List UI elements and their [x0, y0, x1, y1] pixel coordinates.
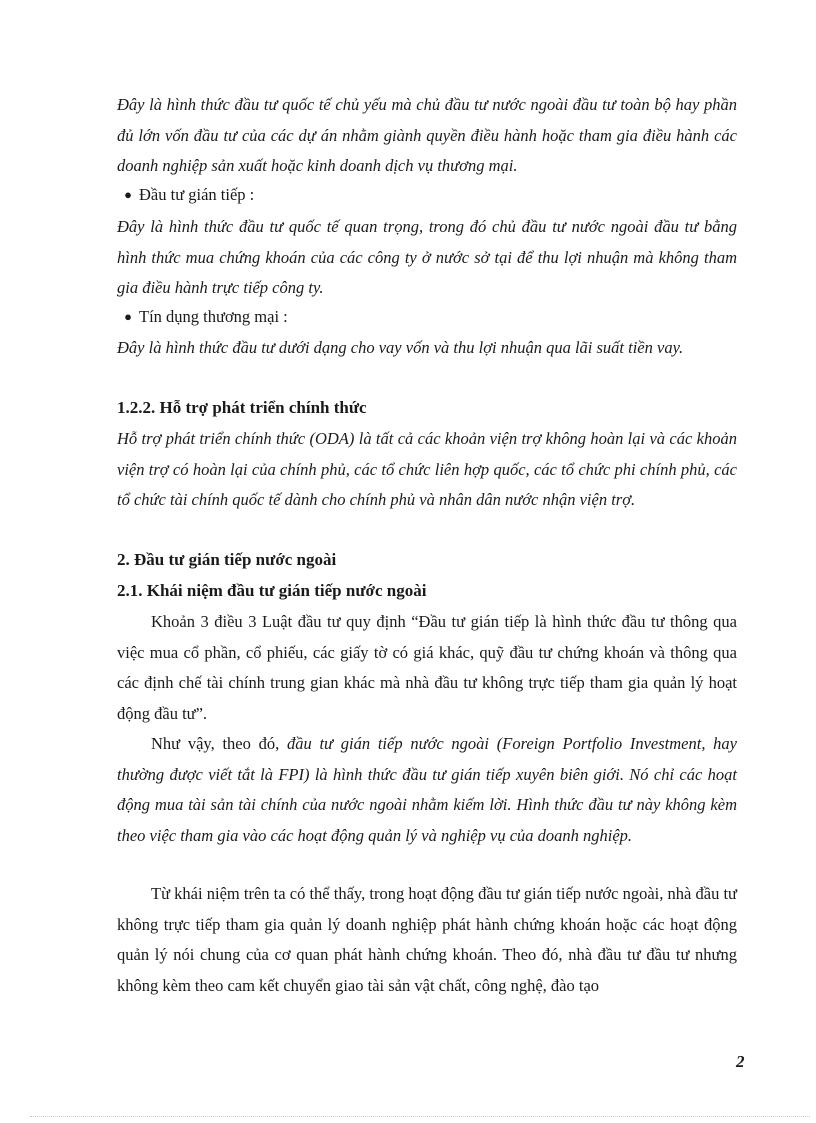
fpi-italic-text: đầu tư gián tiếp nước ngoài (Foreign Portfolio Investment, hay thường được viết tắt là FPI) là hình thức đầu tư gián tiếp xuyên biên giới. Nó chỉ các hoạt động mua tài sản tài chính của nước ngoài nhằm kiếm lời. Hình thức đầu tư này không kèm theo việc tham gia vào các hoạt động quản lý và nghiệp vụ của doanh nghiệp.	[117, 734, 737, 845]
commercial-credit-paragraph: Đây là hình thức đầu tư dưới dạng cho vay vốn và thu lợi nhuận qua lãi suất tiền vay.	[117, 338, 684, 357]
bullet-icon: ●	[124, 309, 132, 324]
law-definition-paragraph: Khoản 3 điều 3 Luật đầu tư quy định “Đầu tư gián tiếp là hình thức đầu tư thông qua việc mua cổ phần, cổ phiếu, các giấy tờ có giá khác, quỹ đầu tư chứng khoán và thông qua các định chế tài chính trung gian khác mà nhà đầu tư không trực tiếp tham gia quản lý hoạt động đầu tư”.	[117, 612, 737, 723]
indirect-investment-paragraph: Đây là hình thức đầu tư quốc tế quan trọng, trong đó chủ đầu tư nước ngoài đầu tư bằng hình thức mua chứng khoán của các công ty ở nước sở tại để thu lợi nhuận mà không tham gia điều hành trực tiếp công ty.	[117, 217, 737, 297]
bullet-icon: ●	[124, 187, 132, 202]
section-heading-oda: 1.2.2. Hỗ trợ phát triển chính thức	[117, 398, 367, 417]
fpi-lead-text: Như vậy, theo đó,	[151, 734, 287, 753]
bullet-label: Đầu tư gián tiếp :	[139, 185, 255, 204]
fpi-definition-paragraph	[117, 729, 737, 851]
conclusion-paragraph: Từ khái niệm trên ta có thể thấy, trong hoạt động đầu tư gián tiếp nước ngoài, nhà đầu tư không trực tiếp tham gia quản lý doanh nghiệp phát hành chứng khoán hoặc các hoạt động quản lý nói chung của cơ quan phát hành chứng khoán. Theo đó, nhà đầu tư đầu tư nhưng không kèm theo cam kết chuyển giao tài sản vật chất, công nghệ, đào tạo	[117, 884, 737, 995]
footer-divider	[30, 1116, 810, 1117]
oda-paragraph: Hỗ trợ phát triển chính thức (ODA) là tất cả các khoản viện trợ không hoàn lại và các khoản viện trợ có hoàn lại của chính phủ, các tổ chức liên hợp quốc, các tổ chức phi chính phủ, các tổ chức tài chính quốc tế dành cho chính phủ và nhân dân nước nhận viện trợ.	[117, 429, 737, 509]
fdi-definition-paragraph: Đây là hình thức đầu tư quốc tế chủ yếu mà chủ đầu tư nước ngoài đầu tư toàn bộ hay phần đủ lớn vốn đầu tư của các dự án nhằm giành quyền điều hành hoặc tham gia điều hành các doanh nghiệp sản xuất hoặc kinh doanh dịch vụ thương mại.	[117, 95, 737, 175]
section-heading-fpi-concept: 2.1. Khái niệm đầu tư gián tiếp nước ngoài	[117, 581, 427, 600]
page-number: 2	[736, 1052, 745, 1071]
bullet-label: Tín dụng thương mại :	[139, 307, 288, 326]
section-heading-fpi: 2. Đầu tư gián tiếp nước ngoài	[117, 550, 337, 569]
